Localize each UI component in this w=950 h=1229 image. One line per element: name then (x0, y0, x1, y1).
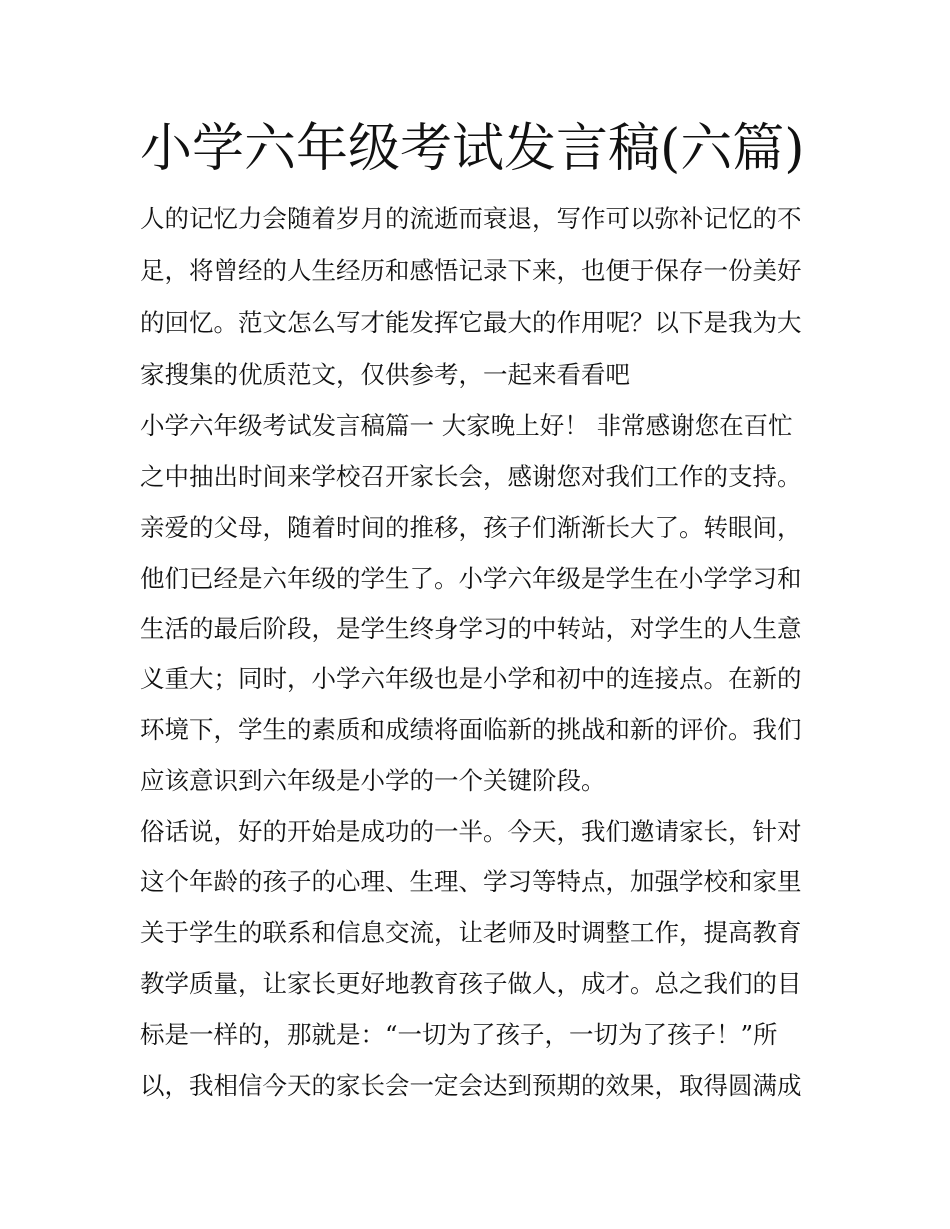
paragraph-line: 的回忆。范文怎么写才能发挥它最大的作用呢？以下是我为大 (140, 308, 802, 337)
paragraph-line: 亲爱的父母，随着时间的推移，孩子们渐渐长大了。转眼间， (140, 513, 802, 542)
paragraph-line: 以，我相信今天的家长会一定会达到预期的效果，取得圆满成 (140, 1071, 802, 1100)
paragraph-line: 这个年龄的孩子的心理、生理、学习等特点，加强学校和家里 (140, 867, 802, 896)
paragraph-line: 环境下，学生的素质和成绩将面临新的挑战和新的评价。我们 (140, 715, 802, 744)
paragraph-line: 之中抽出时间来学校召开家长会，感谢您对我们工作的支持。 (140, 462, 802, 491)
paragraph-line: 生活的最后阶段，是学生终身学习的中转站，对学生的人生意 (140, 614, 802, 643)
paragraph-line: 应该意识到六年级是小学的一个关键阶段。 (140, 766, 606, 795)
document-title: 小学六年级考试发言稿(六篇) (140, 119, 805, 179)
paragraph-line: 他们已经是六年级的学生了。小学六年级是学生在小学学习和 (140, 564, 802, 593)
paragraph-line: 足，将曾经的人生经历和感悟记录下来，也便于保存一份美好 (140, 256, 802, 285)
paragraph-line: 俗话说，好的开始是成功的一半。今天，我们邀请家长，针对 (140, 817, 802, 846)
paragraph-line: 关于学生的联系和信息交流，让老师及时调整工作，提高教育 (140, 918, 802, 947)
paragraph-line: 教学质量，让家长更好地教育孩子做人，成才。总之我们的目 (140, 969, 802, 998)
paragraph-line: 人的记忆力会随着岁月的流逝而衰退，写作可以弥补记忆的不 (140, 204, 802, 233)
paragraph-line: 义重大；同时，小学六年级也是小学和初中的连接点。在新的 (140, 664, 802, 693)
paragraph-line: 小学六年级考试发言稿篇一 大家晚上好！ 非常感谢您在百忙 (140, 411, 793, 440)
paragraph-line: 家搜集的优质范文，仅供参考，一起来看看吧 (140, 360, 630, 389)
paragraph-line: 标是一样的，那就是：“一切为了孩子，一切为了孩子！”所 (140, 1020, 778, 1049)
